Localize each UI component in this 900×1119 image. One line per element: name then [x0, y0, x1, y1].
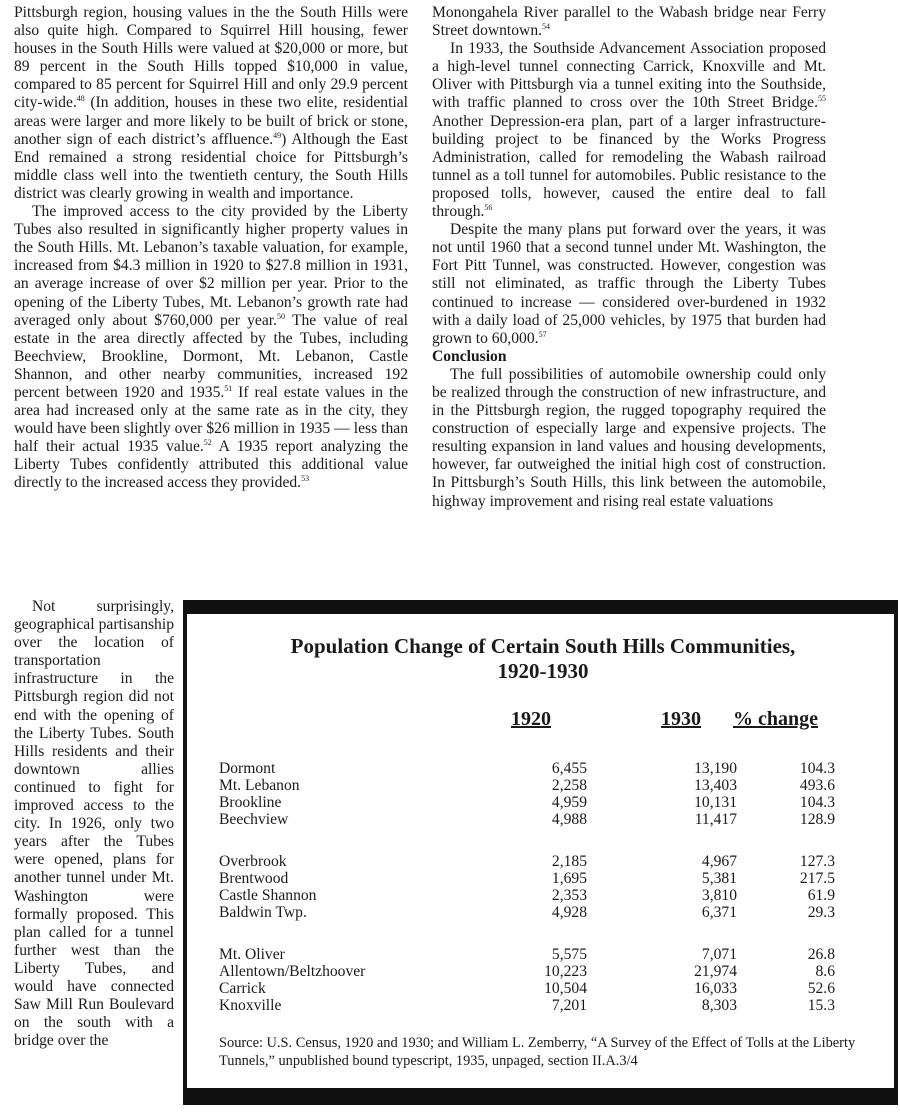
paragraph-housing-values: Pittsburgh region, housing values in the the South Hills were also quite high. Compared to Squirrel Hill housing, fewer houses in the South Hills were valued at $20,000 or more, but 89 percent in the South Hills topped $10,000 in value, compared to 85 percent for Squirrel Hill and only 29.9 percent city-wide.$^{48}$ (In addition, houses in these two elite, residential areas were larger and more likely to be built of brick or stone, another sign of each district’s affluence.$^{49}$) Although the East End remained a strong residential choice for Pittsburgh’s middle class well into the twentieth century, the South Hills district was clearly growing in wealth and importance. — [14, 4, 408, 202]
population-1930: 21,974 — [694, 963, 737, 980]
percent-change: 8.6 — [815, 963, 835, 980]
paragraph-fort-pitt: Despite the many plans put forward over the years, it was not until 1960 that a second tunnel under Mt. Washington, the Fort Pitt Tunnel, was constructed. However, congestion was still not eliminated, as traffic through the Liberty Tubes continued to increase — considered over-burdened in 1932 with a daily load of 25,000 vehicles, by 1975 that burden had grown to 60,000.57 — [432, 221, 826, 347]
percent-change: 15.3 — [807, 997, 835, 1014]
population-1920: 2,185 — [551, 853, 587, 870]
footnote-ref[interactable]: 53 — [301, 474, 310, 484]
footnote-ref[interactable]: 49 — [273, 130, 282, 140]
population-1930: 7,071 — [701, 946, 737, 963]
table-title: Population Change of Certain South Hills Communities, 1920-1930 — [290, 634, 796, 683]
population-1920: 7,201 — [551, 997, 587, 1014]
community-name: Baldwin Twp. — [219, 904, 307, 921]
table-row — [219, 946, 835, 963]
population-1930: 13,403 — [694, 777, 737, 794]
table-row-group — [219, 946, 835, 1014]
community-name: Knoxville — [219, 997, 282, 1014]
paragraph-monongahela: Monongahela River parallel to the Wabash bridge near Ferry Street downtown.$^{54}$ — [432, 4, 826, 40]
table-row — [219, 811, 835, 828]
column-header-1920: 1920 — [511, 708, 551, 730]
column-header-1930: 1930 — [661, 708, 701, 730]
community-name: Brentwood — [219, 870, 289, 887]
column-header-percent-change: % change — [733, 708, 818, 730]
percent-change: 104.3 — [799, 760, 835, 777]
population-1920: 2,353 — [551, 887, 587, 904]
population-table — [183, 600, 898, 1105]
paragraph-southside-tunnel: In 1933, the Southside Advancement Association proposed a high-level tunnel connecting Carrick, Knoxville and Mt. Oliver with Pittsburgh via a tunnel exiting into the Southside, with traffic planned to cross over the 10th Street Bridge.$^{55}$ Another Depression-era plan, part of a larger infrastructure-building project to be financed by the Works Progress Administration, called for remodeling the Wabash railroad tunnel as a toll tunnel for automobiles. Public resistance to the proposed tolls, however, caused the entire deal to fall through.$^{56}$ — [432, 40, 826, 221]
population-1930: 3,810 — [701, 887, 737, 904]
footnote-ref[interactable]: 50 — [277, 311, 286, 321]
table-right-border — [894, 614, 898, 1088]
percent-change: 61.9 — [807, 887, 835, 904]
population-1920: 6,455 — [551, 760, 587, 777]
footnote-ref[interactable]: 57 — [538, 329, 547, 339]
table-left-border — [183, 614, 187, 1088]
section-heading-conclusion: Conclusion — [432, 347, 507, 365]
population-1920: 4,959 — [551, 794, 587, 811]
table-row — [219, 760, 835, 777]
population-1920: 10,504 — [544, 980, 587, 997]
percent-change: 104.3 — [799, 794, 835, 811]
community-name: Brookline — [219, 794, 282, 811]
population-1920: 10,223 — [544, 963, 587, 980]
table-row — [219, 853, 835, 870]
table-row — [219, 777, 835, 794]
population-1930: 4,967 — [701, 853, 737, 870]
percent-change: 26.8 — [807, 946, 835, 963]
community-name: Mt. Oliver — [219, 946, 285, 963]
percent-change: 127.3 — [799, 853, 835, 870]
percent-change: 217.5 — [799, 870, 835, 887]
community-name: Carrick — [219, 980, 266, 997]
table-row — [219, 963, 835, 980]
narrow-text-column — [14, 598, 174, 1050]
footnote-ref[interactable]: 55 — [818, 94, 826, 104]
community-name: Mt. Lebanon — [219, 777, 300, 794]
table-row — [219, 794, 835, 811]
table-row — [219, 997, 835, 1014]
population-1930: 13,190 — [694, 760, 737, 777]
table-row — [219, 904, 835, 921]
footnote-ref[interactable]: 56 — [484, 202, 493, 212]
population-1920: 1,695 — [551, 870, 587, 887]
population-1920: 4,928 — [551, 904, 587, 921]
community-name: Overbrook — [219, 853, 287, 870]
population-1920: 2,258 — [551, 777, 587, 794]
community-name: Castle Shannon — [219, 887, 317, 904]
population-1930: 16,033 — [694, 980, 737, 997]
percent-change: 52.6 — [807, 980, 835, 997]
table-source-note: Source: U.S. Census, 1920 and 1930; and William L. Zemberry, “A Survey of the Effect of Tolls at the Liberty Tunnels,” unpublished bound typescript, 1935, unpaged, section II.A.3/4 — [219, 1035, 856, 1069]
table-row — [219, 887, 835, 904]
population-1930: 8,303 — [701, 997, 737, 1014]
paragraph-property-values: The improved access to the city provided by the Liberty Tubes also resulted in significantly higher property values in the South Hills. Mt. Lebanon’s taxable valuation, for example, increased from $4.3 million in 1920 to $27.8 million in 1931, an average increase of over $2 million per year. Prior to the opening of the Liberty Tubes, Mt. Lebanon’s growth rate had averaged only about $760,000 per year.$^{50}$ The value of real estate in the area directly affected by the Tubes, including Beechview, Brookline, Dormont, Mt. Lebanon, Castle Shannon, and other nearby communities, increased 192 percent between 1920 and 1935.51 If real estate values in the area had increased only at the same rate as in the city, they would have been slightly over $26 million in 1935 — less than half their actual 1935 value.$^{52}$ A 1935 report analyzing the Liberty Tubes confidently attributed this additional value directly to the increased access they provided.$^{53}$ — [14, 203, 408, 492]
percent-change: 493.6 — [799, 777, 835, 794]
table-row — [219, 870, 835, 887]
community-name: Beechview — [219, 811, 289, 828]
table-row-group — [219, 760, 835, 828]
table-bottom-border — [183, 1088, 898, 1105]
footnote-ref[interactable]: 48 — [76, 94, 85, 104]
community-name: Allentown/Beltzhoover — [219, 963, 366, 980]
footnote-ref[interactable]: 51 — [224, 383, 233, 393]
population-1930: 10,131 — [694, 794, 737, 811]
population-1920: 5,575 — [551, 946, 587, 963]
population-1930: 6,371 — [701, 904, 737, 921]
population-1930: 5,381 — [701, 870, 737, 887]
population-1920: 4,988 — [551, 811, 587, 828]
footnote-ref[interactable]: 54 — [542, 21, 551, 31]
right-text-column — [432, 4, 826, 511]
paragraph-partisanship: Not surprisingly, geographical partisanship over the location of transportation infrastructure in the Pittsburgh region did not end with the opening of the Liberty Tubes. South Hills residents and their downtown allies continued to fight for improved access to the city. In 1926, only two years after the Tubes were opened, plans for another tunnel under Mt. Washington were formally proposed. This plan called for a tunnel further west than the Liberty Tubes, and would have connected Saw Mill Run Boulevard on the south with a bridge over the — [14, 598, 174, 1050]
left-text-column — [14, 4, 408, 493]
table-row — [219, 980, 835, 997]
population-1930: 11,417 — [694, 811, 737, 828]
percent-change: 29.3 — [807, 904, 835, 921]
percent-change: 128.9 — [799, 811, 835, 828]
paragraph-conclusion: The full possibilities of automobile ownership could only be realized through the construction of new infrastructure, and in the Pittsburgh region, the rugged topography required the construction of especially large and expensive projects. The resulting expansion in land values and housing developments, however, far outweighed the initial high cost of construction. In Pittsburgh’s South Hills, this link between the automobile, highway improvement and rising real estate valuations — [432, 365, 826, 510]
community-name: Dormont — [219, 760, 276, 777]
table-row-group — [219, 853, 835, 921]
table-top-border — [183, 600, 898, 614]
footnote-ref[interactable]: 52 — [203, 438, 212, 448]
